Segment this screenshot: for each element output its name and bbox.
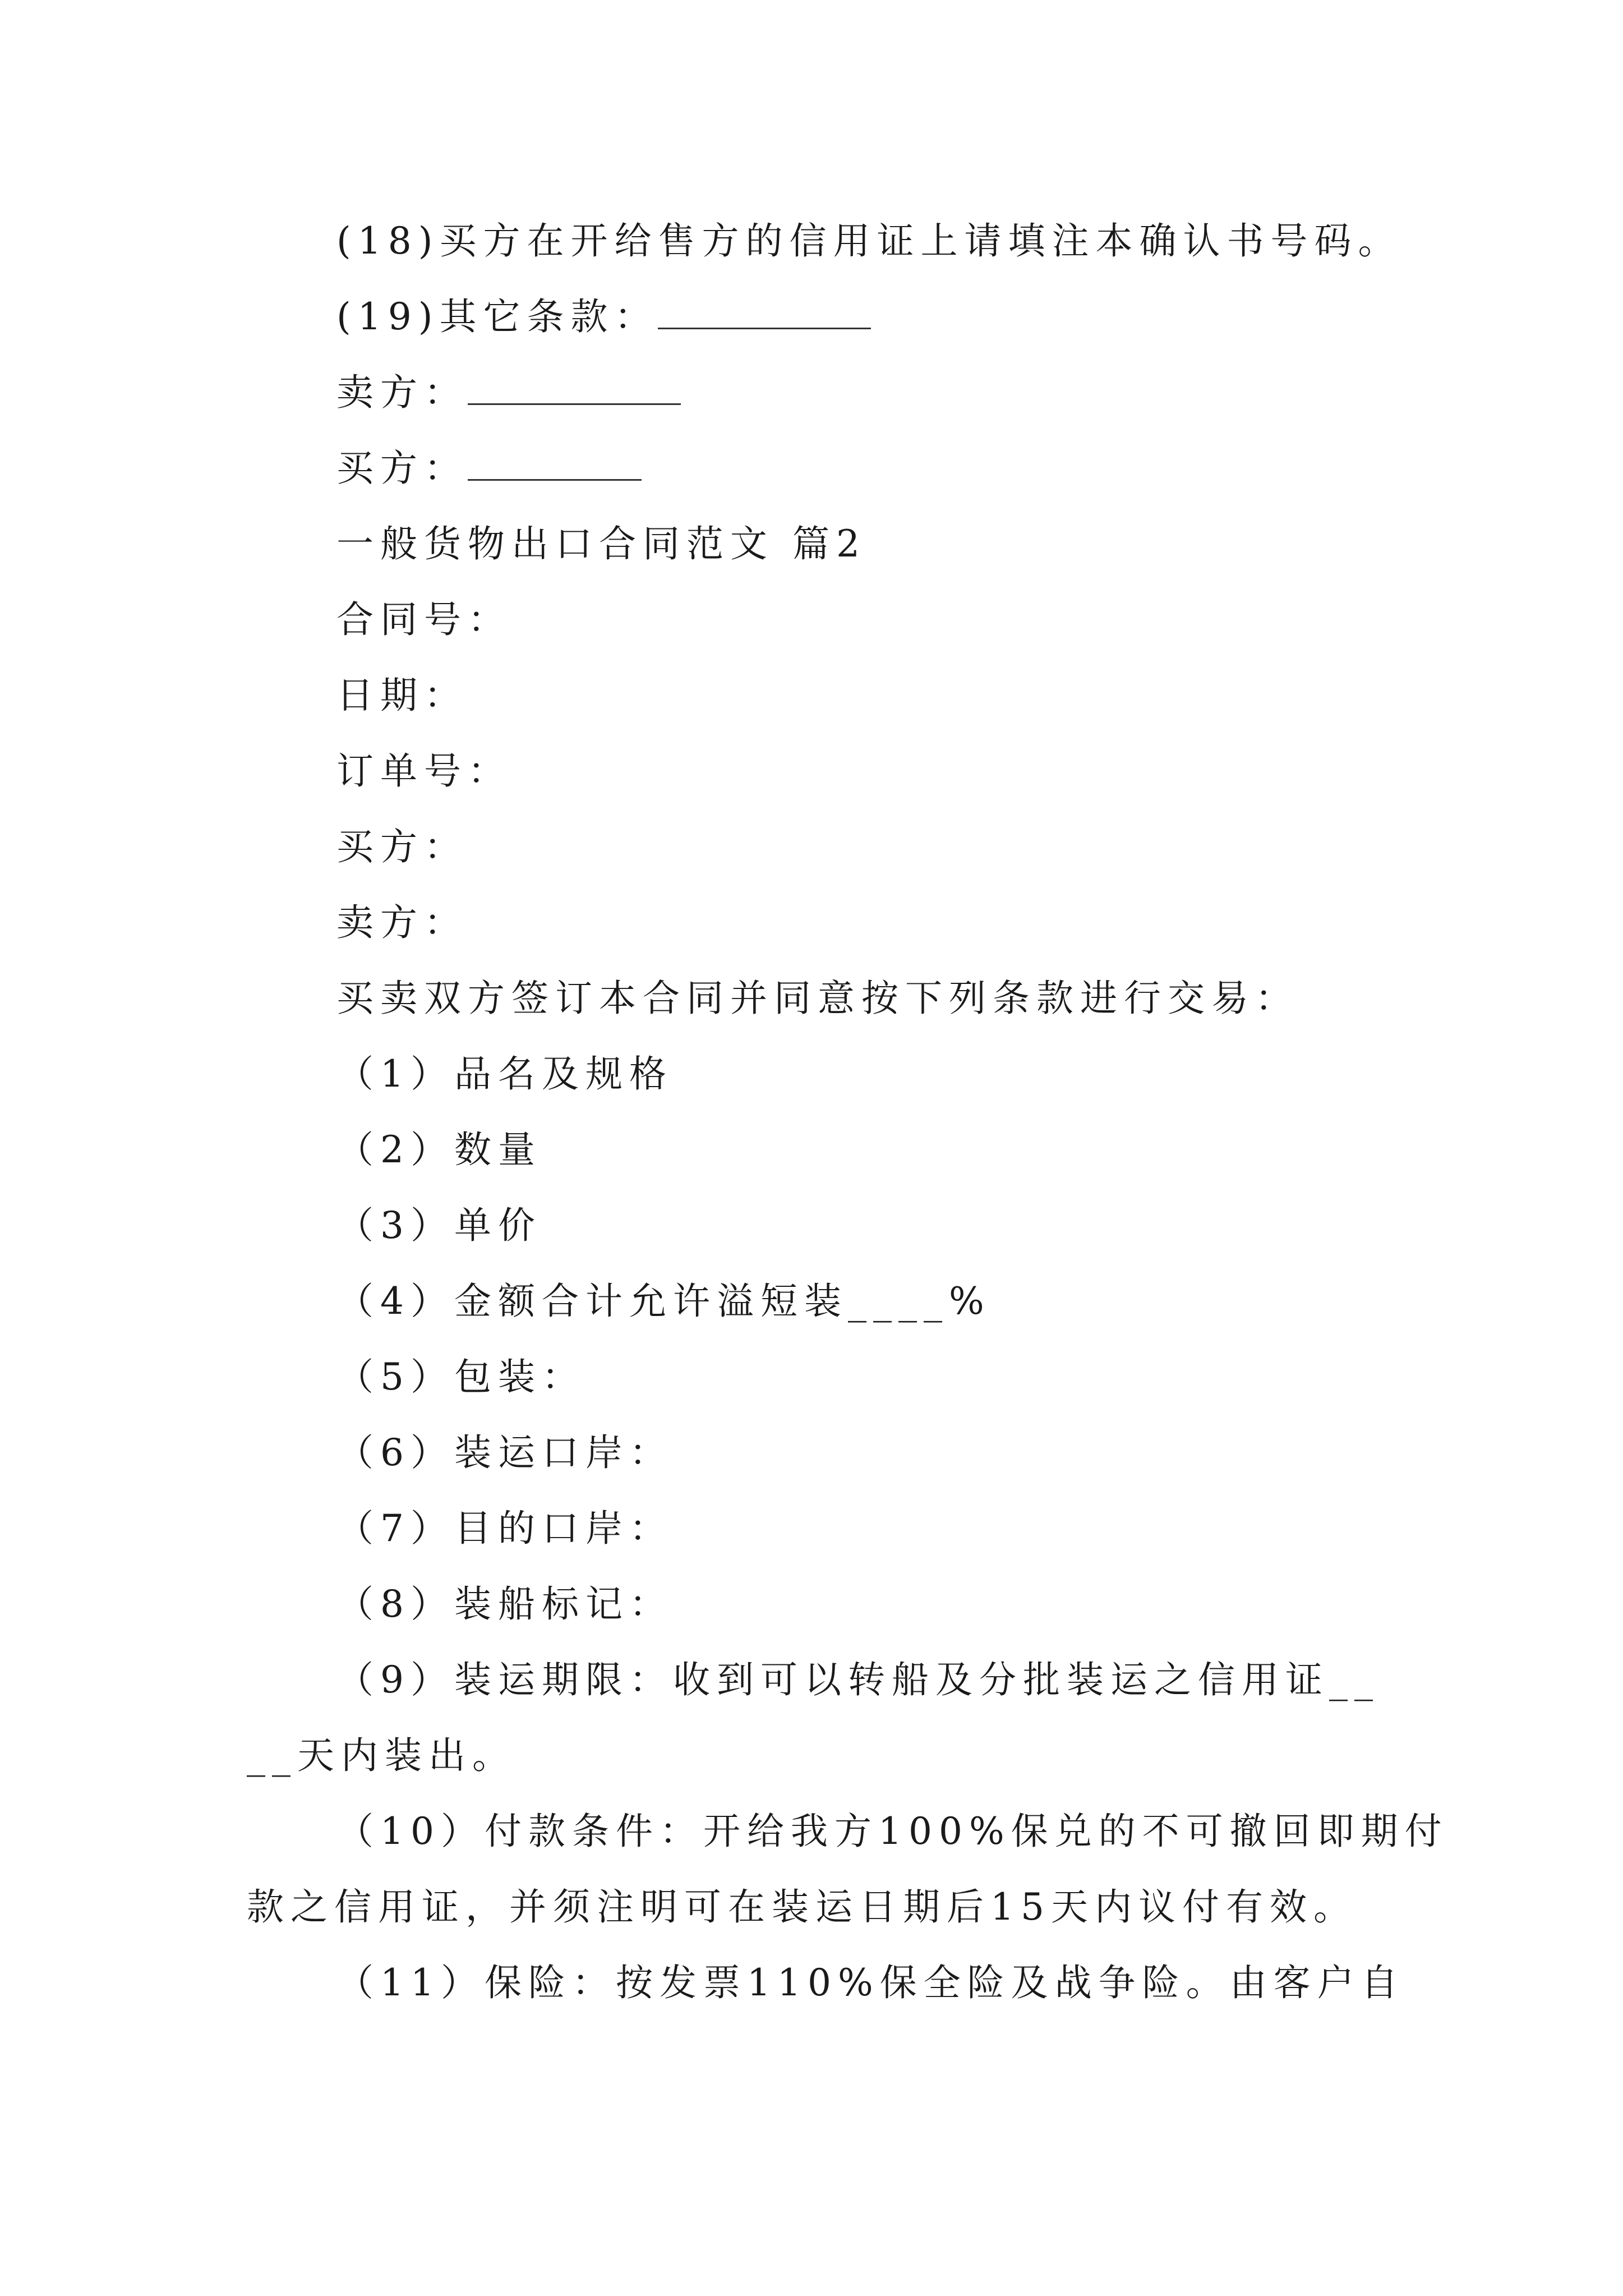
clause-11: （11）保险：按发票110%保全险及战争险。由客户自 [336, 1961, 1405, 2004]
clause-18: (18)买方在开给售方的信用证上请填注本确认书号码。 [336, 219, 1402, 263]
clause-5: （5）包装： [336, 1355, 585, 1398]
clause-4: （4）金额合计允许溢短装____% [336, 1280, 991, 1323]
seller-signature-line [336, 370, 681, 415]
clause-6: （6）装运口岸： [336, 1431, 673, 1474]
clause-1: （1）品名及规格 [336, 1052, 673, 1096]
seller-blank [468, 372, 681, 405]
contract-number: 合同号： [336, 598, 511, 641]
clause-2: （2）数量 [336, 1128, 542, 1171]
order-number: 订单号： [336, 749, 511, 793]
clause-3: （3）单价 [336, 1204, 542, 1247]
clause-10-continued: 款之信用证，并须注明可在装运日期后15天内议付有效。 [247, 1885, 1357, 1929]
clause-7: （7）目的口岸： [336, 1507, 673, 1550]
buyer-label: 买方： [336, 447, 468, 490]
seller: 卖方： [336, 901, 468, 944]
clause-8: （8）装船标记： [336, 1582, 673, 1626]
buyer-signature-line [336, 446, 642, 491]
agreement-intro: 买卖双方签订本合同并同意按下列条款进行交易： [336, 977, 1299, 1020]
buyer-blank [468, 448, 642, 481]
clause-19 [336, 295, 871, 339]
buyer: 买方： [336, 825, 468, 868]
seller-label: 卖方： [336, 371, 468, 414]
clause-9-continued: __天内装出。 [247, 1734, 516, 1777]
clause-10: （10）付款条件：开给我方100%保兑的不可撤回即期付 [336, 1810, 1449, 1853]
other-terms-blank [658, 296, 871, 329]
clause-19-label: (19)其它条款： [336, 295, 658, 338]
section-heading: 一般货物出口合同范文 篇2 [336, 522, 866, 565]
date: 日期： [336, 674, 468, 717]
clause-9: （9）装运期限：收到可以转船及分批装运之信用证__ [336, 1658, 1380, 1701]
